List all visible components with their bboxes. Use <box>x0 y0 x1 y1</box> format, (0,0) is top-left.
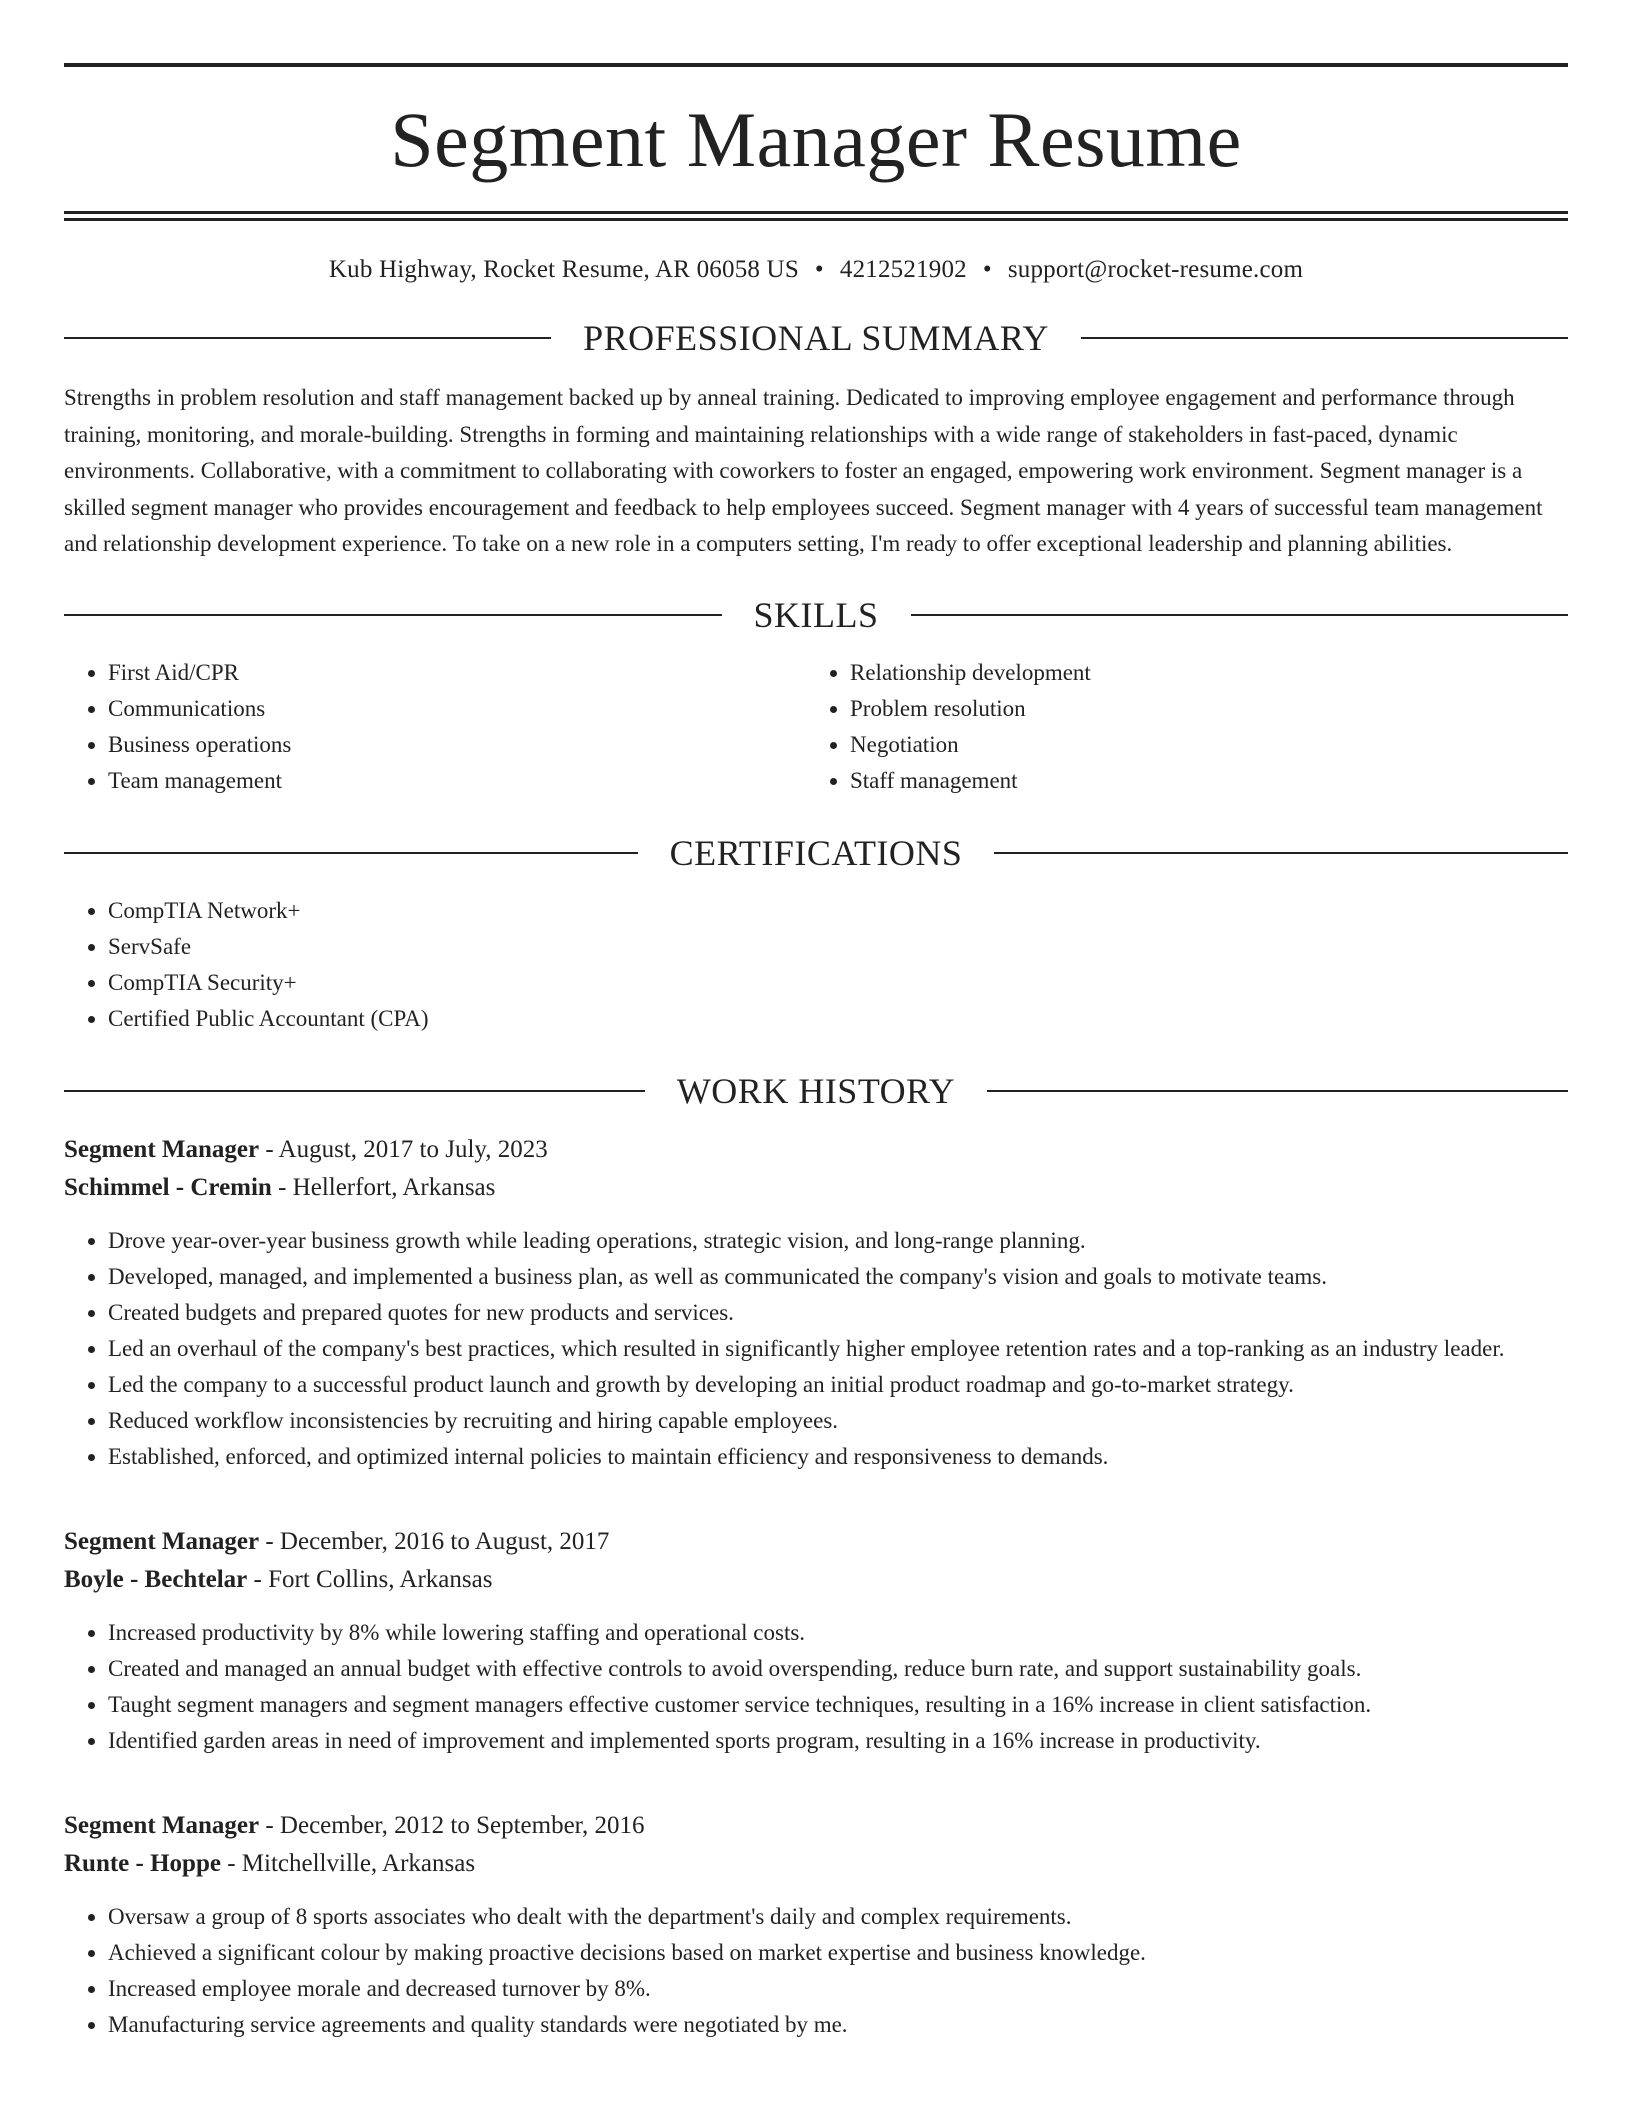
job-bullet: • Taught segment managers and segment managers effective customer service techniques, resulting in a 16% increase in client satisfaction. <box>108 1687 1568 1723</box>
skills-grid <box>64 655 1568 799</box>
job-title: Segment Manager <box>64 1527 260 1555</box>
job-location: Hellerfort, Arkansas <box>292 1173 496 1201</box>
work-history-heading: WORK HISTORY <box>676 1070 956 1111</box>
job-bullet: • Established, enforced, and optimized internal policies to maintain efficiency and responsiveness to demands. <box>108 1439 1568 1475</box>
contact-address: Kub Highway, Rocket Resume, AR 06058 US <box>328 256 799 283</box>
skill-item: • Business operations <box>108 727 806 763</box>
job-company-line: Runte - Hoppe - Mitchellville, Arkansas <box>64 1849 476 1877</box>
job-bullet: • Created budgets and prepared quotes for new products and services. <box>108 1295 1568 1331</box>
heading-rule-right <box>911 614 1569 616</box>
title-double-rule <box>64 211 1568 221</box>
heading-rule-right <box>987 1090 1568 1092</box>
job-dates: August, 2017 to July, 2023 <box>278 1135 548 1163</box>
job-bullet: • Reduced workflow inconsistencies by recruiting and hiring capable employees. <box>108 1403 1568 1439</box>
job-company-line: Boyle - Bechtelar - Fort Collins, Arkansas <box>64 1565 493 1593</box>
skill-item: • Negotiation <box>850 727 1568 763</box>
job-bullet: • Increased employee morale and decreased turnover by 8%. <box>108 1971 1568 2007</box>
skill-item: • Communications <box>108 691 806 727</box>
job-title: Segment Manager <box>64 1811 260 1839</box>
job-bullet: • Oversaw a group of 8 sports associates who dealt with the department's daily and complex requirements. <box>108 1899 1568 1935</box>
skills-column-left <box>64 655 806 799</box>
skill-item: • Relationship development <box>850 655 1568 691</box>
job-entry <box>64 1131 1568 1475</box>
certification-item: • CompTIA Security+ <box>108 965 1568 1001</box>
summary-section-heading <box>64 320 1568 356</box>
job-bullet: • Created and managed an annual budget with effective controls to avoid overspending, reduce burn rate, and support sustainability goals. <box>108 1651 1568 1687</box>
certifications-list <box>64 893 1568 1037</box>
job-company: Schimmel - Cremin <box>64 1173 272 1201</box>
job-bullet: • Increased productivity by 8% while lowering staffing and operational costs. <box>108 1615 1568 1651</box>
certifications-block <box>64 893 1568 1037</box>
certifications-heading: CERTIFICATIONS <box>669 832 963 873</box>
certification-item: • Certified Public Accountant (CPA) <box>108 1001 1568 1037</box>
skills-section-heading <box>64 594 1568 635</box>
job-title: Segment Manager <box>64 1135 260 1163</box>
skill-item: • Problem resolution <box>850 691 1568 727</box>
contact-phone: 4212521902 <box>839 256 967 283</box>
skill-item: • Team management <box>108 763 806 799</box>
job-company: Runte - Hoppe <box>64 1849 221 1877</box>
heading-rule-right <box>1081 337 1568 339</box>
job-bullet: • Manufacturing service agreements and quality standards were negotiated by me. <box>108 2007 1568 2043</box>
job-bullet: • Identified garden areas in need of improvement and implemented sports program, resulting in a 16% increase in productivity. <box>108 1723 1568 1759</box>
certification-item: • ServSafe <box>108 929 1568 965</box>
contact-line <box>64 257 1568 282</box>
professional-summary-text: Strengths in problem resolution and staff management backed up by anneal training. Dedicated to improving employee engagement and performance through training, monitoring, and morale-building. Strengths in forming and maintaining relationships with a wide range of stakeholders in fast-paced, dynamic environments. Collaborative, with a commitment to collaborating with coworkers to foster an engaged, empowering work environment. Segment manager is a skilled segment manager who provides encouragement and feedback to help employees succeed. Segment manager with 4 years of successful team management and relationship development experience. To take on a new role in a computers setting, I'm ready to offer exceptional leadership and planning abilities. <box>64 385 1543 556</box>
job-bullets <box>64 1223 1568 1475</box>
summary-heading: PROFESSIONAL SUMMARY <box>583 318 1049 358</box>
job-entry <box>64 1807 1568 2043</box>
job-title-line: Segment Manager - August, 2017 to July, 2023 <box>64 1135 548 1163</box>
job-title-line: Segment Manager - December, 2012 to September, 2016 <box>64 1811 645 1839</box>
work-history-section-heading <box>64 1070 1568 1111</box>
contact-separator: • <box>982 256 992 283</box>
resume-title: Segment Manager Resume <box>390 96 1242 183</box>
job-bullet: • Achieved a significant colour by making proactive decisions based on market expertise and business knowledge. <box>108 1935 1568 1971</box>
job-company-line: Schimmel - Cremin - Hellerfort, Arkansas <box>64 1173 496 1201</box>
job-bullet: • Drove year-over-year business growth while leading operations, strategic vision, and long-range planning. <box>108 1223 1568 1259</box>
job-company: Boyle - Bechtelar <box>64 1565 248 1593</box>
heading-rule-left <box>64 852 638 854</box>
skills-column-right <box>806 655 1568 799</box>
heading-rule-left <box>64 614 722 616</box>
job-location: Fort Collins, Arkansas <box>268 1565 493 1593</box>
contact-email: support@rocket-resume.com <box>1007 256 1304 283</box>
job-title-line: Segment Manager - December, 2016 to August, 2017 <box>64 1527 610 1555</box>
skills-list-right <box>806 655 1568 799</box>
job-location: Mitchellville, Arkansas <box>241 1849 476 1877</box>
heading-rule-left <box>64 337 551 339</box>
job-bullet: • Led an overhaul of the company's best practices, which resulted in significantly higher employee retention rates and a top-ranking as an industry leader. <box>108 1331 1568 1367</box>
heading-rule-left <box>64 1090 645 1092</box>
contact-separator: • <box>814 256 824 283</box>
job-bullet: • Led the company to a successful product launch and growth by developing an initial product roadmap and go-to-market strategy. <box>108 1367 1568 1403</box>
job-entry <box>64 1523 1568 1759</box>
job-dates: December, 2012 to September, 2016 <box>279 1811 645 1839</box>
job-bullets <box>64 1615 1568 1759</box>
skill-item: • Staff management <box>850 763 1568 799</box>
skill-item: • First Aid/CPR <box>108 655 806 691</box>
certification-item: • CompTIA Network+ <box>108 893 1568 929</box>
heading-rule-right <box>994 852 1568 854</box>
top-rule <box>64 63 1568 67</box>
skills-heading: SKILLS <box>753 594 879 635</box>
job-dates: December, 2016 to August, 2017 <box>279 1527 610 1555</box>
certifications-section-heading <box>64 832 1568 873</box>
skills-list-left <box>64 655 806 799</box>
job-bullets <box>64 1899 1568 2043</box>
job-bullet: • Developed, managed, and implemented a business plan, as well as communicated the company's vision and goals to motivate teams. <box>108 1259 1568 1295</box>
